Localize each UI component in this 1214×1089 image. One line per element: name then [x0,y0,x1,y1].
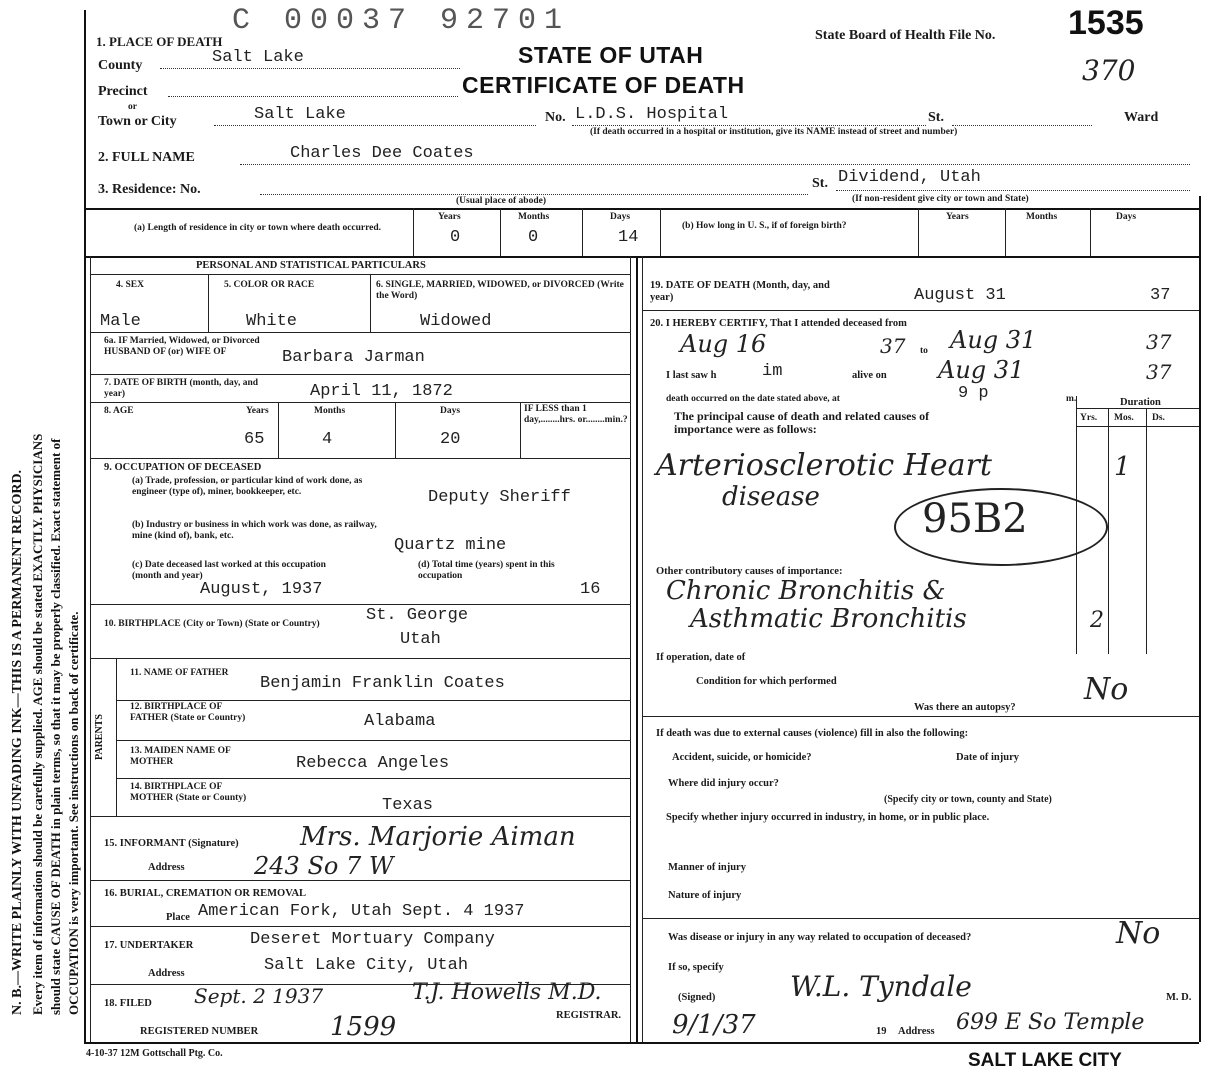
foreign-months-header: Months [1026,212,1058,222]
years-header: Years [438,212,461,222]
manner-label: Manner of injury [668,862,746,873]
registrar-label: REGISTRAR. [556,1010,622,1021]
total-time-value: 16 [580,580,601,599]
dob-value: April 11, 1872 [310,382,453,401]
local-number: 370 [1082,54,1136,87]
months-header: Months [518,212,550,222]
age-years-header: Years [246,406,269,416]
filed-value: Sept. 2 1937 [194,984,324,1008]
hospital-note: (If death occurred in a hospital or institution, give its NAME instead of street and number) [590,127,958,137]
form-title: STATE OF UTAH [518,42,704,68]
registered-number-value: 1599 [330,1012,397,1042]
total-time-label: (d) Total time (years) spent in this occupation [418,560,555,581]
age-months-header: Months [314,406,346,416]
file-label: State Board of Health File No. [815,28,996,43]
other-causes-label: Other contributory causes of importance: [656,566,843,577]
operation-label: If operation, date of [656,652,746,663]
last-seen-value: im [762,362,783,381]
side-notice-1: N. B.—WRITE PLAINLY WITH UNFADING INK—THIS IS A PERMANENT RECORD. [10,469,25,1015]
birthplace-label: 10. BIRTHPLACE (City or Town) (State or Country) [104,619,320,629]
sex-value: Male [100,312,141,331]
st-label: St. [928,110,944,125]
nature-label: Nature of injury [668,890,742,901]
town-label: Town or City [98,114,177,129]
spouse-value: Barbara Jarman [282,348,425,367]
place-section-label: 1. PLACE OF DEATH [96,34,223,49]
alive-on-label: alive on [852,370,887,381]
accident-label: Accident, suicide, or homicide? [672,752,812,763]
last-worked-label: (c) Date deceased last worked at this occupation (month and year) [132,560,326,581]
other-duration: 2 [1090,608,1104,633]
death-time-label: death occurred on the date stated above, at [666,394,840,404]
cause-duration: 1 [1114,452,1131,482]
personal-header: PERSONAL AND STATISTICAL PARTICULARS [196,260,426,271]
informant-address-value: 243 So 7 W [254,852,394,880]
precinct-label: Precinct [98,84,148,99]
physician-signature: W.L. Tyndale [790,970,972,1003]
filed-label: 18. FILED [104,998,152,1009]
attended-to: Aug 31 [950,326,1037,354]
father-birthplace-label: 12. BIRTHPLACE OF FATHER (State or Country) [130,702,246,723]
cause-code: 95B2 [922,496,1028,542]
residence-months: 0 [528,228,539,247]
age-label: 8. AGE [104,406,134,416]
residence-years: 0 [450,228,461,247]
county-value: Salt Lake [212,48,304,67]
industry-value: Quartz mine [394,536,507,555]
full-name-label: 2. FULL NAME [98,150,195,165]
days-header: Days [610,212,631,222]
death-time-value: 9 p [958,384,989,403]
last-seen-label: I last saw h [666,370,717,381]
last-worked-value: August, 1937 [200,580,323,599]
injury-date-label: Date of injury [956,752,1019,763]
form-border-right [1199,196,1201,1042]
undertaker-address-label: Address [148,968,185,979]
dod-year: 37 [1150,286,1171,305]
physician-address-label: Address [898,1026,935,1037]
side-notice-3: should state CAUSE OF DEATH in plain terms, so that it may be properly classified. Exact statement of [48,438,63,1015]
attended-from: Aug 16 [680,330,767,358]
spouse-label: 6a. IF Married, Widowed, or Divorced HUSBAND OF (or) WIFE OF [104,336,260,357]
mother-name-label: 13. MAIDEN NAME OF MOTHER [130,746,231,767]
rule-bottom [84,1042,1199,1044]
specify-city-label: (Specify city or town, county and State) [884,794,1052,805]
age-days-header: Days [440,406,461,416]
parents-label: PARENTS [94,714,105,760]
registrar-signature: T.J. Howells M.D. [412,980,602,1005]
town-value: Salt Lake [254,105,346,124]
duration-mos: Mos. [1114,413,1134,423]
column-divider [636,256,638,1042]
ward-label: Ward [1124,110,1159,125]
undertaker-address-value: Salt Lake City, Utah [264,956,469,975]
alive-on-date: Aug 31 [938,356,1025,384]
residence-st-label: St. [812,176,828,191]
where-injury-label: Where did injury occur? [668,778,779,789]
father-name-label: 11. NAME OF FATHER [130,668,229,678]
undertaker-label: 17. UNDERTAKER [104,940,194,951]
related-value: No [1116,916,1161,951]
usual-abode-note: (Usual place of abode) [456,196,546,206]
specify-industry-label: Specify whether injury occurred in industry, in home, or in public place. [666,812,990,823]
birth-state-value: Utah [400,630,441,649]
hospital-value: L.D.S. Hospital [575,105,729,124]
other-cause-2: Asthmatic Bronchitis [690,604,967,634]
side-notice-4: OCCUPATION is very important. See instructions on back of certificate. [66,611,81,1015]
full-name-value: Charles Dee Coates [290,144,474,163]
mother-name-value: Rebecca Angeles [296,754,450,773]
year-prefix: 19 [876,1026,887,1037]
foreign-days-header: Days [1116,212,1137,222]
dob-label: 7. DATE OF BIRTH (month, day, and year) [104,378,259,399]
birth-city-value: St. George [366,606,469,625]
how-long-label: (b) How long in U. S., if of foreign birth? [682,221,847,231]
physician-sign-date: 9/1/37 [672,1010,756,1040]
cause-line-2: disease [722,482,820,512]
marital-value: Widowed [420,312,492,331]
signed-label: (Signed) [678,992,716,1003]
registered-number-label: REGISTERED NUMBER [140,1026,259,1037]
autopsy-value: No [1084,672,1129,707]
form-subtitle: CERTIFICATE OF DEATH [462,72,745,98]
county-label: County [98,58,143,73]
other-cause-1: Chronic Bronchitis & [666,576,946,606]
informant-signature: Mrs. Marjorie Aiman [300,822,576,852]
street-no-label: No. [545,110,566,125]
serial-number: C 00037 92701 [232,4,571,38]
father-name-value: Benjamin Franklin Coates [260,674,505,693]
rule-residence-top [84,208,1199,210]
attended-from-year: 37 [880,334,906,358]
sex-label: 4. SEX [116,280,144,290]
md-label: M. D. [1166,992,1192,1003]
death-time-m: m. [1066,394,1077,404]
color-value: White [246,312,298,331]
footer-city: SALT LAKE CITY [968,1050,1122,1071]
informant-label: 15. INFORMANT (Signature) [104,838,239,849]
burial-label: 16. BURIAL, CREMATION OR REMOVAL [104,888,307,899]
burial-place-label: Place [166,912,190,923]
marital-label: 6. SINGLE, MARRIED, WIDOWED, or DIVORCED (Write the Word) [376,280,624,301]
residence-label: 3. Residence: No. [98,182,201,197]
dod-value: August 31 [914,286,1006,305]
age-years: 65 [244,430,265,449]
dod-label: 19. DATE OF DEATH (Month, day, and year) [650,280,830,303]
occupation-b-label: (b) Industry or business in which work was done, as railway, mine (kind of), bank, etc. [132,520,377,541]
burial-value: American Fork, Utah Sept. 4 1937 [198,902,525,921]
physician-address-value: 699 E So Temple [956,1010,1145,1035]
father-birthplace-value: Alabama [364,712,436,731]
less-than-day-label: IF LESS than 1 day,........hrs. or........min.? [524,404,628,425]
or-label: or [128,102,137,112]
cause-line-1: Arteriosclerotic Heart [656,448,992,483]
form-border-left [84,10,86,1042]
nonresident-note: (If non-resident give city or town and State) [852,194,1029,204]
condition-label: Condition for which performed [696,676,837,687]
external-causes-label: If death was due to external causes (violence) fill in also the following: [656,728,969,739]
residence-days: 14 [618,228,639,247]
certify-text: 20. I HEREBY CERTIFY, That I attended deceased from [650,318,907,329]
occupation-a-label: (a) Trade, profession, or particular kind of work done, as engineer (type of), miner, bookkeeper, etc. [132,476,363,497]
occupation-label: 9. OCCUPATION OF DECEASED [104,462,262,473]
printer-credit: 4-10-37 12M Gottschall Ptg. Co. [86,1048,223,1059]
cause-label: The principal cause of death and related causes of importance were as follows: [674,409,930,436]
duration-header: Duration [1120,397,1161,408]
mother-birthplace-label: 14. BIRTHPLACE OF MOTHER (State or County) [130,782,247,803]
attended-to-year: 37 [1146,330,1172,354]
to-label: to [920,346,928,356]
side-notice-2: Every item of information should be carefully supplied. AGE should be stated EXACTLY. PHYSICIANS [30,433,45,1015]
informant-address-label: Address [148,862,185,873]
autopsy-label: Was there an autopsy? [914,702,1016,713]
related-label: Was disease or injury in any way related to occupation of deceased? [668,932,972,943]
file-number: 1535 [1068,4,1144,42]
residence-value: Dividend, Utah [838,168,981,187]
mother-birthplace-value: Texas [382,796,434,815]
undertaker-value: Deseret Mortuary Company [250,930,495,949]
if-so-label: If so, specify [668,962,724,973]
occupation-value: Deputy Sheriff [428,488,571,507]
alive-on-year: 37 [1146,360,1172,384]
foreign-years-header: Years [946,212,969,222]
age-days: 20 [440,430,461,449]
duration-yrs: Yrs. [1080,413,1098,423]
duration-ds: Ds. [1152,413,1165,423]
color-label: 5. COLOR OR RACE [224,280,315,290]
length-residence-label: (a) Length of residence in city or town where death occurred. [134,223,382,233]
age-months: 4 [322,430,333,449]
